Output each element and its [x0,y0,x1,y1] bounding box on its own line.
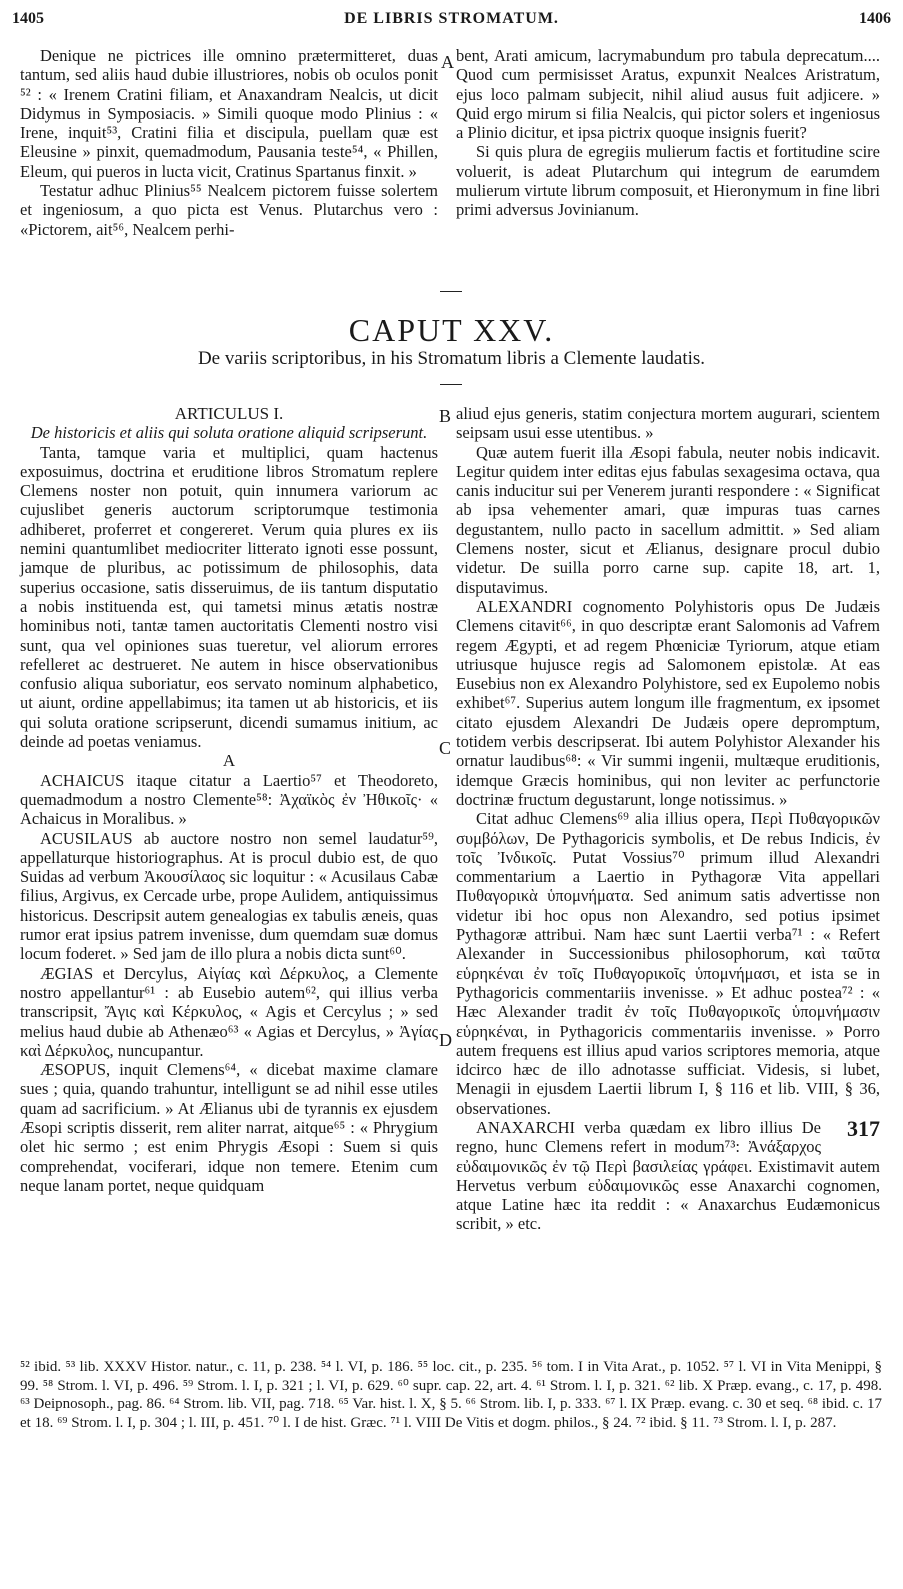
entry-paragraph [456,1115,880,1234]
separator-rule [440,291,462,292]
paragraph: bent, Arati amicum, lacrymabundum pro tabula deprecatum.... Quod cum permisisset Aratus, expunxit Nealces Aristratum, ejus loco palmam subjecit, nihil aliud ausus fuit adjicere. » Quid ergo mirum si filia Nealcis, qui pictor solers et ingeniosus a Plinio dicitur, et ipsa pictrix quoque insignis fuerit? [456,46,880,143]
entry-paragraph: ACHAICUS itaque citatur a Laertio⁵⁷ et Theodoreto, quemadmodum a nostro Clemente⁵⁸: Ἀχαϊκὸς ἐν Ἠθικοῖς· « Achaicus in Moralibus. » [20,770,438,829]
entry-paragraph: ACUSILAUS ab auctore nostro non semel laudatur⁵⁹, appellaturque historiographus. At is procul dubio est, de quo Suidas ad verbum Ἀκουσίλαος sic loquitur : « Acusilaus Cabæ filius, Argivus, ex Cercade urbe, prope Aulidem, antiquissimus historicus. Descripsit autem genealogias ex tabulis æneis, quas rumor erat ipsius patrem invenisse, dum quemdam suæ domus locum foderet. » Sed jam de illo plura a nobis dicta sunt⁶⁰. [20,828,438,964]
running-title: DE LIBRIS STROMATUM. [344,10,559,27]
left-column [20,404,438,1195]
paragraph: Testatur adhuc Plinius⁵⁵ Nealcem pictorem fuisse solertem et ingeniosum, a quo picta est Venus. Plutarchus vero : «Pictorem, ait⁵⁶, Nealcem perhi- [20,181,438,239]
separator-rule [440,384,462,385]
running-header [0,10,903,36]
article-heading: ARTICULUS I. [174,404,284,423]
paragraph: Si quis plura de egregiis mulierum factis et fortitudine scire voluerit, is adeat Plutarchum qui integrum de earumdem mulierum virtute librum composuit, et Hieronymum in fine libri primi adversus Jovinianum. [456,142,880,220]
chapter-subtitle: De variis scriptoribus, in his Stromatum libris a Clemente laudatis. [197,348,706,369]
page-number-right: 1406 [859,10,891,27]
margin-marker-d: D [439,1030,452,1050]
paragraph: Tanta, tamque varia et multiplici, quam hactenus exposuimus, doctrina et eruditione libros Stromatum replere Clemens noster non potuit, quin innumera variorum ac cujuslibet generis auctorum scriptorumque testimonia adhiberet, proferret et congereret. Verum quia plures ex iis nemini quantumlibet mediocriter litterato ignoti esse possunt, jamque de pluribus, ac potissimum de philosophis, data superius occasione, satis disseruimus, de iis tantum disputatio a nobis instituenda est, qui tametsi minus ætatis nostræ hominibus noti, tantæ tamen auctoritatis Clementi nostro visi sunt, qua vel opiniones suas tueretur, vel aliorum errores refelleret ac destrueret. Ne autem in hisce observationibus confusio aliqua suboriatur, eos servato nominum alphabetico, ut aiunt, ordine appellabimus; ita tamen ut ab historicis, et iis qui soluta oratione scripserunt, dicendi sumamus initium, ac deinde ad poetas veniamus. [20,442,438,752]
top-right-column [456,46,880,220]
chapter-title: CAPUT XXV. [348,312,555,348]
top-left-column [20,46,438,239]
entry-paragraph: ÆGIAS et Dercylus, Αἰγίας καὶ Δέρκυλος, a Clemente nostro appellantur⁶¹ : ab Eusebio autem⁶², qui illius verba transcripsit, Ἄγις καὶ Κέρκυλος, « Agis et Cercylus ; » sed melius haud dubie ab Athenæo⁶³ « Agias et Dercylus, » Ἀγίας καὶ Δέρκυλος, nuncupantur. [20,963,438,1060]
entry-paragraph: ÆSOPUS, inquit Clemens⁶⁴, « dicebat maxime clamare sues ; quia, quando trahuntur, intelligunt se ad nihil esse utiles quam ad sacrificium. » At Ælianus ubi de tyrannis ex ejusdem Æsopi scriptis disserit, rem aliter narrat, aitque⁶⁵ : « Phrygium olet hic sermo ; est enim Phrygis Æsopi : Suem si quis comprehendat, vociferari, idque non temere. Etenim cum neque lanam portet, neque quidquam [20,1060,438,1195]
footnotes-text: ⁵² ibid. ⁵³ lib. XXXV Histor. natur., c. 11, p. 238. ⁵⁴ l. VI, p. 186. ⁵⁵ loc. cit., p. 235. ⁵⁶ tom. I in Vita Arat., p. 1052. ⁵⁷ l. VI in Vita Menippi, § 99. ⁵⁸ Strom. l. VI, p. 496. ⁵⁹ Strom. l. I, p. 321 ; l. VI, p. 629. ⁶⁰ supr. cap. 22, art. 4. ⁶¹ Strom. l. I, p. 321. ⁶² lib. X Præp. evang., c. 17, p. 498. ⁶³ Deipnosoph., pag. 86. ⁶⁴ Strom. lib. VII, pag. 718. ⁶⁵ Var. hist. l. X, § 5. ⁶⁶ Strom. lib. I, p. 333. ⁶⁷ l. IX Præp. evang. c. 30 et seq. ⁶⁸ ibid. c. 17 et 18. ⁶⁹ Strom. l. I, p. 304 ; l. III, p. 451. ⁷⁰ l. I de hist. Græc. ⁷¹ l. VIII De Vitis et dogm. philos., § 24. ⁷² ibid. § 11. ⁷³ Strom. l. I, p. 287. [20,1359,882,1432]
entry-text: ANAXARCHI verba quædam ex libro illius De regno, hunc Clemens refert in modum⁷³: Ἀνάξαρχος εὐδαιμονικῶς ἐν τῷ Περὶ βασιλείας γράφει. Existimavit autem Hervetus verbum εὐδαιμονικῶς esse Anaxarchi cognomen, atque Latine hæc ita reddit : « Anaxarchus Eudæmonicus scribit, » etc. [456,1117,880,1234]
page-number-left: 1405 [12,10,44,27]
entry-paragraph: ALEXANDRI cognomento Polyhistoris opus De Judæis Clemens citavit⁶⁶, in quo descriptæ erant Salomonis ad Vafrem regem Ægypti, et ad regem Phœniciæ Tyriorum, atque etiam utriusque hujusce regis ad Salomonem epistolæ. At eas Eusebius non ex Alexandro Polyhistore, sed ex Eupolemo nobis exhibet⁶⁷. Superius autem longum ille fragmentum, ex ipsomet citato ejusdem Alexandri De Judæis opere depromptum, totidem verbis descripserat. Ibi autem Polyhistor Alexander his ornatur laudibus⁶⁸: « Vir summi ingenii, multæque eruditionis, idemque Græcis hominibus, qui non leviter ac perfunctorie doctrinæ fructum degustarunt, longe notissimus. » [456,596,880,809]
footnotes [20,1358,882,1433]
section-letter: A [222,751,236,771]
paragraph: Quæ autem fuerit illa Æsopi fabula, neuter nobis indicavit. Legitur quidem inter editas ejus fabulas sexagesima octava, qua canis inducitur sui per Venerem juranti respondere : « Significat ab ipsa vehementer amari, quæ impuras tuas carnes degustantem, nullo pacto in sacellum admittit. » Sed aliam Clemens noster, sicut et Ælianus, designare procul dubio videtur. De suilla porro carne sup. capite 18, art. 1, disputavimus. [456,442,880,597]
right-column [456,404,880,1234]
margin-marker-b: B [439,406,452,426]
margin-marker-a: A [441,52,454,72]
paragraph: Citat adhuc Clemens⁶⁹ alia illius opera, Περὶ Πυθαγορικῶν συμβόλων, De Pythagoricis symbolis, et De rebus Indicis, ἐν τοῖς Ἰνδικοῖς. Putat Vossius⁷⁰ primum illud Alexandri commentarium a Laertio in Pythagoræ Vita appellari Πυθαγορικὰ ὑπομνήματα. Sed animum satis advertisse non videtur ibi hoc opus non Alexandro, sed potius ipsimet Pythagoræ attribui. Nam hæc sunt Laertii verba⁷¹ : « Refert Alexander in Successionibus philosophorum, καὶ ταῦτα εὑρηκέναι ἐν τοῖς Πυθαγορικοῖς ὑπομνήμασι, et ista se in Pythagoricis commentariis invenisse. » Et adhuc postea⁷² : « Hæc Alexander tradit ἐν τοῖς Πυθαγορικοῖς ὑπομνήμασιν εὑρηκέναι, in Pythagoricis commentariis invenisse. » Porro autem frequens est illius apud varios scriptores memoria, atque idcirco hæc de illo adnotasse sufficiat. Videsis, si lubet, Menagii in ejusdem Laertii librum I, § 116 et lib. VIII, § 36, observationes. [456,809,880,1118]
paragraph: aliud ejus generis, statim conjectura mortem augurari, scientem seipsam usui esse utentibus. » [456,404,880,443]
margin-column-number: 317 [847,1115,880,1141]
article-subheading: De historicis et aliis qui soluta oratione aliquid scripserunt. [30,423,428,443]
paragraph: Denique ne pictrices ille omnino prætermitteret, duas tantum, sed aliis haud dubie illustriores, nobis ob oculos ponit ⁵² : « Irenem Cratini filiam, et Anaxandram Nealcis, ut dicit Didymus in Symposiacis. » Simili quoque modo Plinius : « Irene, inquit⁵³, Cratini filia et discipula, puellam quæ est Eleusine » pinxit, quemadmodum, Pausania teste⁵⁴, « Phillen, Eleum, qui pueros in lucta vicit, Cratinus Spartanus finxit. » [20,46,438,181]
margin-marker-c: C [439,738,452,758]
